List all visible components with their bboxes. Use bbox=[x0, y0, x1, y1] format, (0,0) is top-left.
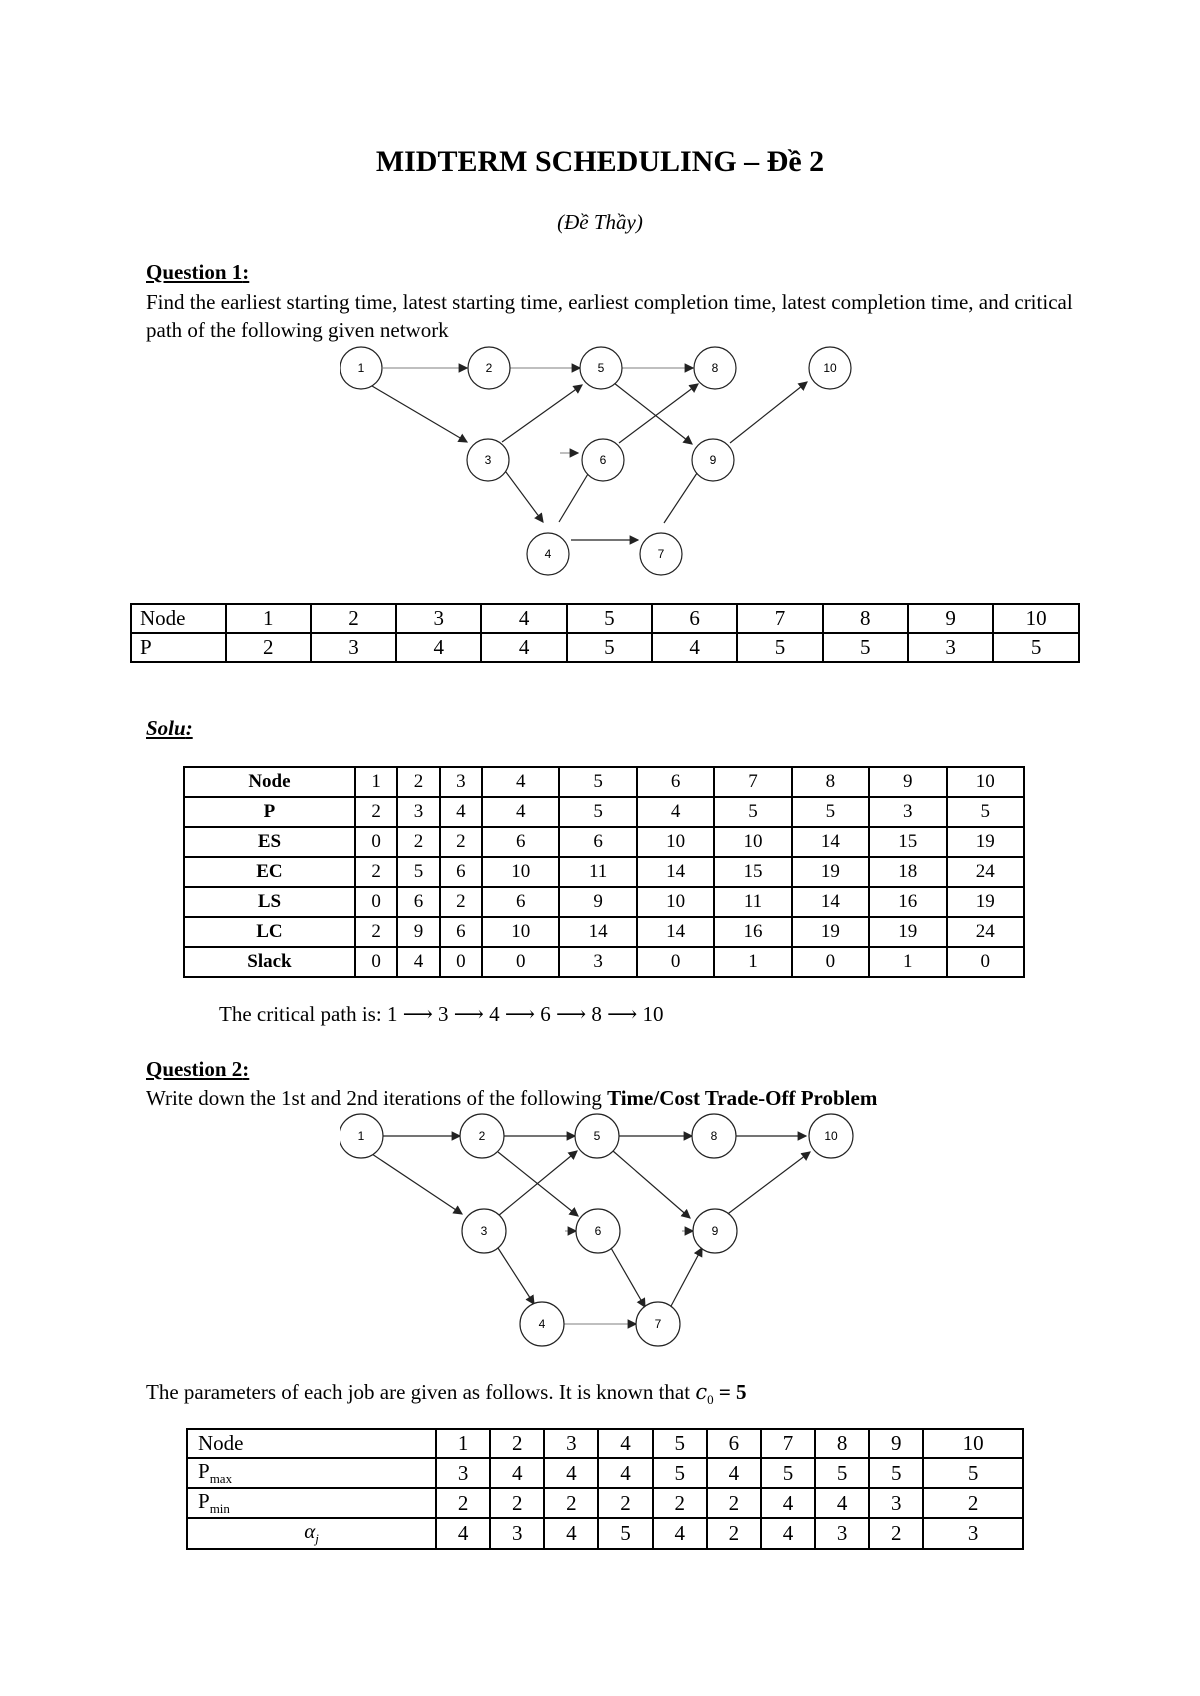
table-cell: 2 bbox=[869, 1518, 923, 1548]
table-cell: 2 bbox=[707, 1518, 761, 1548]
table-cell: 2 bbox=[397, 767, 439, 797]
table-cell: 8 bbox=[792, 767, 869, 797]
table-cell: 5 bbox=[714, 797, 791, 827]
table-cell: 5 bbox=[923, 1458, 1023, 1488]
table-cell: 10 bbox=[947, 767, 1025, 797]
svg-text:1: 1 bbox=[357, 361, 365, 375]
table-cell: 16 bbox=[869, 887, 946, 917]
table-cell: 5 bbox=[815, 1458, 869, 1488]
table-cell: 14 bbox=[792, 827, 869, 857]
q1-node-3 bbox=[467, 439, 509, 481]
table-cell: 0 bbox=[355, 827, 397, 857]
table-cell: 4 bbox=[397, 947, 439, 977]
table-cell: 24 bbox=[947, 857, 1025, 887]
table-cell: 2 bbox=[397, 827, 439, 857]
svg-text:6: 6 bbox=[599, 453, 607, 467]
table-row bbox=[184, 917, 1024, 947]
table-cell: 2 bbox=[653, 1488, 707, 1518]
table-row: Node 1 2 3 4 5 6 7 8 9 10 bbox=[131, 604, 1079, 633]
table-cell: 4 bbox=[436, 1518, 490, 1548]
question2-text: Write down the 1st and 2nd iterations of the following Time/Cost Trade-Off Problem bbox=[146, 1086, 878, 1110]
table-cell: 10 bbox=[482, 917, 559, 947]
table-cell: 5 bbox=[397, 857, 439, 887]
table-cell: 10 bbox=[714, 827, 791, 857]
table-cell: 0 bbox=[792, 947, 869, 977]
question1-processing-table bbox=[130, 603, 1080, 663]
table-cell: 3 bbox=[923, 1518, 1023, 1548]
table-cell: 5 bbox=[559, 797, 636, 827]
table-cell: 2 bbox=[355, 917, 397, 947]
table-cell: 5 bbox=[761, 1458, 815, 1488]
table-cell: 7 bbox=[714, 767, 791, 797]
table-cell: 3 bbox=[397, 797, 439, 827]
table-cell: 4 bbox=[490, 1458, 544, 1488]
svg-text:4: 4 bbox=[544, 547, 552, 561]
q1-node-9 bbox=[692, 439, 734, 481]
table-cell: 3 bbox=[559, 947, 636, 977]
q2-node-8 bbox=[692, 1114, 736, 1158]
table-cell: 0 bbox=[637, 947, 714, 977]
table-cell: 6 bbox=[482, 827, 559, 857]
table-row bbox=[184, 947, 1024, 977]
table-cell: 24 bbox=[947, 917, 1025, 947]
table-row: $\alpha_j$ 4 3 4 5 4 2 4 3 2 3 bbox=[187, 1518, 1023, 1548]
table-row bbox=[184, 887, 1024, 917]
q2-edge-9-10 bbox=[725, 1152, 810, 1216]
table-cell: 0 bbox=[355, 887, 397, 917]
q1-node-10 bbox=[809, 347, 851, 389]
svg-text:6: 6 bbox=[594, 1224, 602, 1238]
table-cell: 11 bbox=[714, 887, 791, 917]
table-row bbox=[184, 767, 1024, 797]
table-row bbox=[184, 857, 1024, 887]
table-cell: 14 bbox=[559, 917, 636, 947]
svg-text:8: 8 bbox=[711, 361, 719, 375]
table-cell: 2 bbox=[355, 797, 397, 827]
table-cell: 19 bbox=[947, 887, 1025, 917]
svg-text:1: 1 bbox=[357, 1129, 365, 1143]
table-cell: 0 bbox=[440, 947, 482, 977]
table-cell: 4 bbox=[544, 1458, 598, 1488]
q2-edge-3-4 bbox=[498, 1248, 534, 1304]
table-cell: 6 bbox=[440, 917, 482, 947]
svg-text:2: 2 bbox=[478, 1129, 486, 1143]
table-cell: 2 bbox=[355, 857, 397, 887]
table-cell: 1 bbox=[355, 767, 397, 797]
table-cell: 10 bbox=[923, 1429, 1023, 1458]
table-row: $P_{min}$ 2 2 2 2 2 2 4 4 3 2 bbox=[187, 1488, 1023, 1518]
q1-node-6 bbox=[582, 439, 624, 481]
table-cell: 14 bbox=[792, 887, 869, 917]
table-cell: 10 bbox=[637, 887, 714, 917]
table-cell: 4 bbox=[482, 797, 559, 827]
table-cell: 2 bbox=[436, 1488, 490, 1518]
critical-path-text: The critical path is: 1 ⟶ 3 ⟶ 4 ⟶ 6 ⟶ 8 ⟶ 10 bbox=[219, 1002, 664, 1026]
q1-edge-5-9 bbox=[614, 383, 692, 444]
table-cell: 15 bbox=[869, 827, 946, 857]
q2-node-7 bbox=[636, 1302, 680, 1346]
table-cell: 4 bbox=[440, 797, 482, 827]
table-cell: 4 bbox=[637, 797, 714, 827]
table-cell: 19 bbox=[947, 827, 1025, 857]
table-cell: 6 bbox=[482, 887, 559, 917]
page-subtitle: (Đề Thầy) bbox=[557, 210, 643, 234]
question2-params-text: The parameters of each job are given as follows. It is known that $c_0 = 5$ bbox=[146, 1380, 747, 1408]
table-row bbox=[184, 797, 1024, 827]
row-label: LS bbox=[184, 887, 355, 917]
svg-text:9: 9 bbox=[709, 453, 717, 467]
question1-network-diagram bbox=[340, 340, 880, 590]
table-cell: 4 bbox=[653, 1518, 707, 1548]
table-cell: 4 bbox=[598, 1429, 652, 1458]
table-cell: 5 bbox=[792, 797, 869, 827]
q2-node-5 bbox=[575, 1114, 619, 1158]
table-cell: 5 bbox=[598, 1518, 652, 1548]
q1-node-1 bbox=[340, 347, 382, 389]
solution-label: Solu: bbox=[146, 716, 193, 740]
table-cell: 5 bbox=[653, 1458, 707, 1488]
row-label: EC bbox=[184, 857, 355, 887]
table-cell: 0 bbox=[355, 947, 397, 977]
table-cell: 6 bbox=[440, 857, 482, 887]
q1-edge-1-3 bbox=[372, 386, 467, 442]
table-cell: 6 bbox=[637, 767, 714, 797]
q1-edge-3-5 bbox=[502, 385, 582, 442]
table-cell: 6 bbox=[559, 827, 636, 857]
table-cell: 9 bbox=[869, 767, 946, 797]
table-cell: 3 bbox=[815, 1518, 869, 1548]
row-label: LC bbox=[184, 917, 355, 947]
q2-node-4 bbox=[520, 1302, 564, 1346]
table-row: P 2 3 4 4 5 4 5 5 3 5 bbox=[131, 633, 1079, 662]
table-cell: 3 bbox=[544, 1429, 598, 1458]
table-cell: 10 bbox=[482, 857, 559, 887]
table-cell: 1 bbox=[869, 947, 946, 977]
table-cell: 9 bbox=[397, 917, 439, 947]
svg-text:7: 7 bbox=[654, 1317, 662, 1331]
q2-node-1 bbox=[340, 1114, 383, 1158]
table-cell: 9 bbox=[869, 1429, 923, 1458]
table-cell: 18 bbox=[869, 857, 946, 887]
question2-parameters-table bbox=[186, 1428, 1024, 1550]
q1-node-7 bbox=[640, 533, 682, 575]
table-cell: 6 bbox=[707, 1429, 761, 1458]
q2-node-2 bbox=[460, 1114, 504, 1158]
table-cell: 10 bbox=[637, 827, 714, 857]
table-cell: 4 bbox=[598, 1458, 652, 1488]
table-cell: 19 bbox=[792, 857, 869, 887]
table-cell: 2 bbox=[490, 1488, 544, 1518]
table-cell: 0 bbox=[947, 947, 1025, 977]
table-cell: 7 bbox=[761, 1429, 815, 1458]
table-cell: Node bbox=[187, 1429, 436, 1458]
svg-text:5: 5 bbox=[593, 1129, 601, 1143]
table-cell: 4 bbox=[707, 1458, 761, 1488]
row-label: Slack bbox=[184, 947, 355, 977]
table-cell: 8 bbox=[815, 1429, 869, 1458]
table-cell: 5 bbox=[653, 1429, 707, 1458]
svg-text:8: 8 bbox=[710, 1129, 718, 1143]
table-cell: 0 bbox=[482, 947, 559, 977]
table-cell: 3 bbox=[490, 1518, 544, 1548]
table-row bbox=[187, 1429, 1023, 1458]
row-label: ES bbox=[184, 827, 355, 857]
table-cell: 6 bbox=[397, 887, 439, 917]
table-cell: 3 bbox=[869, 1488, 923, 1518]
table-cell: 3 bbox=[440, 767, 482, 797]
svg-text:4: 4 bbox=[538, 1317, 546, 1331]
q1-edge-3-4 bbox=[500, 464, 543, 522]
table-cell: 2 bbox=[544, 1488, 598, 1518]
q2-edge-6-7 bbox=[611, 1248, 645, 1307]
svg-text:5: 5 bbox=[597, 361, 605, 375]
table-cell: 2 bbox=[923, 1488, 1023, 1518]
q1-edge-9-10 bbox=[730, 382, 807, 443]
table-cell: 4 bbox=[761, 1488, 815, 1518]
q1-node-8 bbox=[694, 347, 736, 389]
table-cell: 2 bbox=[440, 887, 482, 917]
table-cell: 14 bbox=[637, 917, 714, 947]
row-label: P bbox=[184, 797, 355, 827]
table-cell: 4 bbox=[815, 1488, 869, 1518]
table-cell: 3 bbox=[869, 797, 946, 827]
svg-text:3: 3 bbox=[480, 1224, 488, 1238]
table-cell: 1 bbox=[714, 947, 791, 977]
svg-text:7: 7 bbox=[657, 547, 665, 561]
svg-text:10: 10 bbox=[823, 361, 837, 375]
table-cell: 4 bbox=[482, 767, 559, 797]
table-cell: 19 bbox=[792, 917, 869, 947]
table-cell: 1 bbox=[436, 1429, 490, 1458]
table-cell: 5 bbox=[559, 767, 636, 797]
q2-node-3 bbox=[462, 1209, 506, 1253]
table-cell: 14 bbox=[637, 857, 714, 887]
page-title: MIDTERM SCHEDULING – Đề 2 bbox=[375, 145, 825, 178]
row-label: Node bbox=[184, 767, 355, 797]
table-row bbox=[184, 827, 1024, 857]
table-cell: 4 bbox=[544, 1518, 598, 1548]
q1-node-5 bbox=[580, 347, 622, 389]
table-cell: 5 bbox=[947, 797, 1025, 827]
table-cell: 3 bbox=[436, 1458, 490, 1488]
table-cell: 2 bbox=[598, 1488, 652, 1518]
q1-node-2 bbox=[468, 347, 510, 389]
question1-text: Find the earliest starting time, latest starting time, earliest completion time, latest completion time, and critical path of the following given network bbox=[146, 290, 1073, 342]
svg-text:10: 10 bbox=[824, 1129, 838, 1143]
table-cell: 4 bbox=[761, 1518, 815, 1548]
q2-edge-7-9 bbox=[670, 1248, 702, 1308]
table-cell: 5 bbox=[869, 1458, 923, 1488]
q2-node-10 bbox=[809, 1114, 853, 1158]
svg-text:2: 2 bbox=[485, 361, 493, 375]
table-cell: 11 bbox=[559, 857, 636, 887]
question2-network-diagram bbox=[340, 1108, 880, 1358]
table-cell: 19 bbox=[869, 917, 946, 947]
q1-node-4 bbox=[527, 533, 569, 575]
table-cell: 9 bbox=[559, 887, 636, 917]
solution-table bbox=[183, 766, 1025, 978]
svg-text:3: 3 bbox=[484, 453, 492, 467]
question1-heading: Question 1: bbox=[146, 260, 250, 284]
table-cell: 16 bbox=[714, 917, 791, 947]
q2-node-9 bbox=[693, 1209, 737, 1253]
svg-text:9: 9 bbox=[711, 1224, 719, 1238]
question2-heading: Question 2: bbox=[146, 1057, 250, 1081]
q2-node-6 bbox=[576, 1209, 620, 1253]
q1-edge-6-8 bbox=[619, 384, 698, 443]
table-cell: 2 bbox=[440, 827, 482, 857]
table-cell: 2 bbox=[707, 1488, 761, 1518]
q2-edge-1-3 bbox=[372, 1154, 462, 1214]
q2-edge-5-9 bbox=[613, 1151, 690, 1218]
table-row: $P_{max}$ 3 4 4 4 5 4 5 5 5 5 bbox=[187, 1458, 1023, 1488]
table-cell: 15 bbox=[714, 857, 791, 887]
table-cell: 2 bbox=[490, 1429, 544, 1458]
